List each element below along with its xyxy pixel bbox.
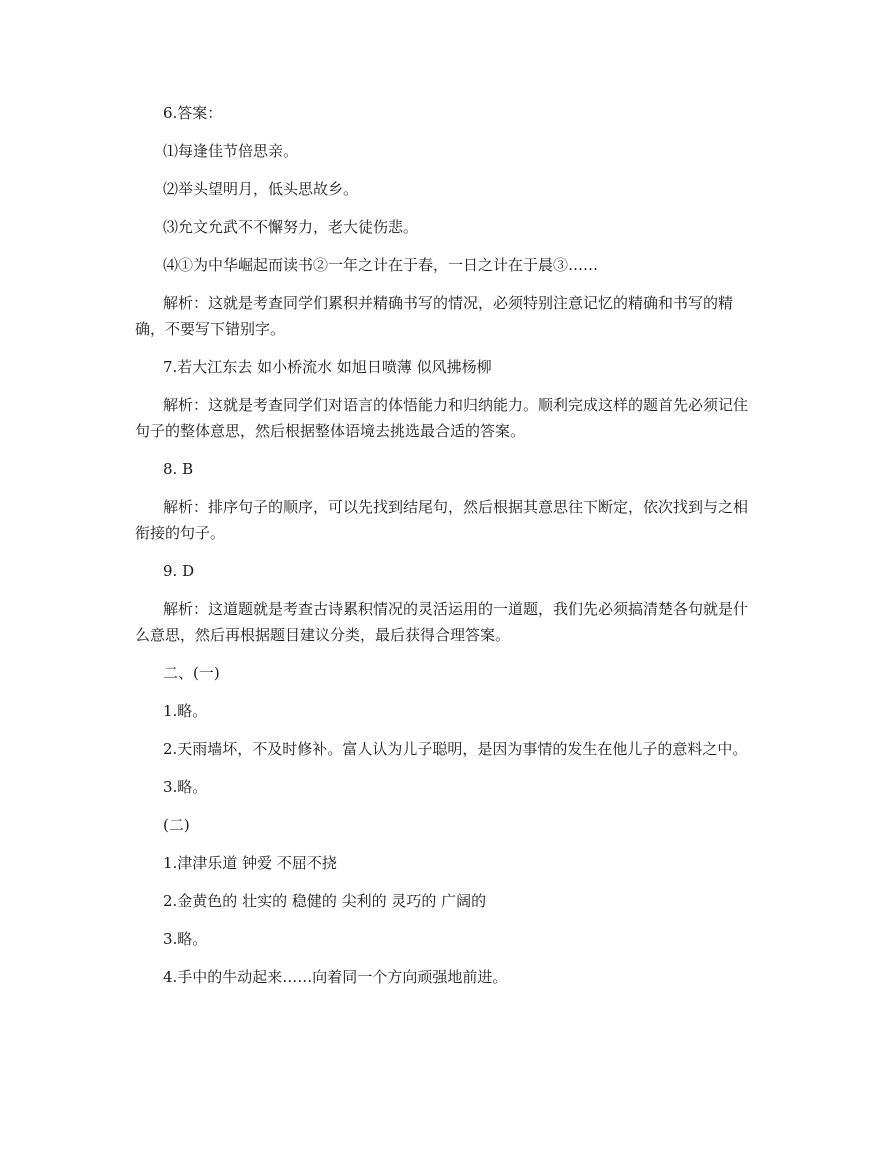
answer-6-analysis: 解析：这就是考查同学们累积并精确书写的情况，必须特别注意记忆的精确和书写的精确，不要写下错别字。	[135, 294, 734, 338]
section-2-part-1-answer-1: 1.略。	[163, 702, 208, 720]
answer-text-body	[135, 100, 760, 990]
answer-6-item-3: ⑶允文允武不不懈努力，老大徒伤悲。	[163, 218, 419, 236]
section-2-part-2-answer-4: 4.手中的牛动起来……向着同一个方向顽强地前进。	[163, 968, 508, 986]
answer-8-analysis: 解析：排序句子的顺序，可以先找到结尾句，然后根据其意思往下断定，依次找到与之相衔接的句子。	[135, 498, 749, 542]
answer-6-item-4: ⑷①为中华崛起而读书②一年之计在于春，一日之计在于晨③……	[163, 256, 599, 274]
section-2-part-2-answer-1: 1.津津乐道 钟爱 不屈不挠	[163, 854, 337, 872]
section-2-part-2-answer-2: 2.金黄色的 壮实的 稳健的 尖利的 灵巧的 广阔的	[163, 892, 487, 910]
answer-8: 8. B	[163, 460, 194, 478]
section-2-part-1-heading: 二、(一)	[163, 664, 220, 682]
answer-7: 7.若大江东去 如小桥流水 如旭日喷薄 似风拂杨柳	[163, 358, 492, 376]
answer-6-heading: 6.答案：	[163, 104, 223, 122]
section-2-part-1-answer-2: 2.天雨墙坏，不及时修补。富人认为儿子聪明，是因为事情的发生在他儿子的意料之中。	[163, 740, 748, 758]
answer-6-item-1: ⑴每逢佳节倍思亲。	[163, 142, 299, 160]
section-2-part-2-heading: (二)	[163, 816, 190, 834]
section-2-part-1-answer-3: 3.略。	[163, 778, 208, 796]
answer-6-item-2: ⑵举头望明月，低头思故乡。	[163, 180, 359, 198]
answer-9-analysis: 解析：这道题就是考查古诗累积情况的灵活运用的一道题，我们先必须搞清楚各句就是什么意思，然后再根据题目建议分类，最后获得合理答案。	[135, 600, 749, 644]
answer-9: 9. D	[163, 562, 195, 580]
section-2-part-2-answer-3: 3.略。	[163, 930, 208, 948]
answer-7-analysis: 解析：这就是考查同学们对语言的体悟能力和归纳能力。顺利完成这样的题首先必须记住句子的整体意思，然后根据整体语境去挑选最合适的答案。	[135, 396, 749, 440]
